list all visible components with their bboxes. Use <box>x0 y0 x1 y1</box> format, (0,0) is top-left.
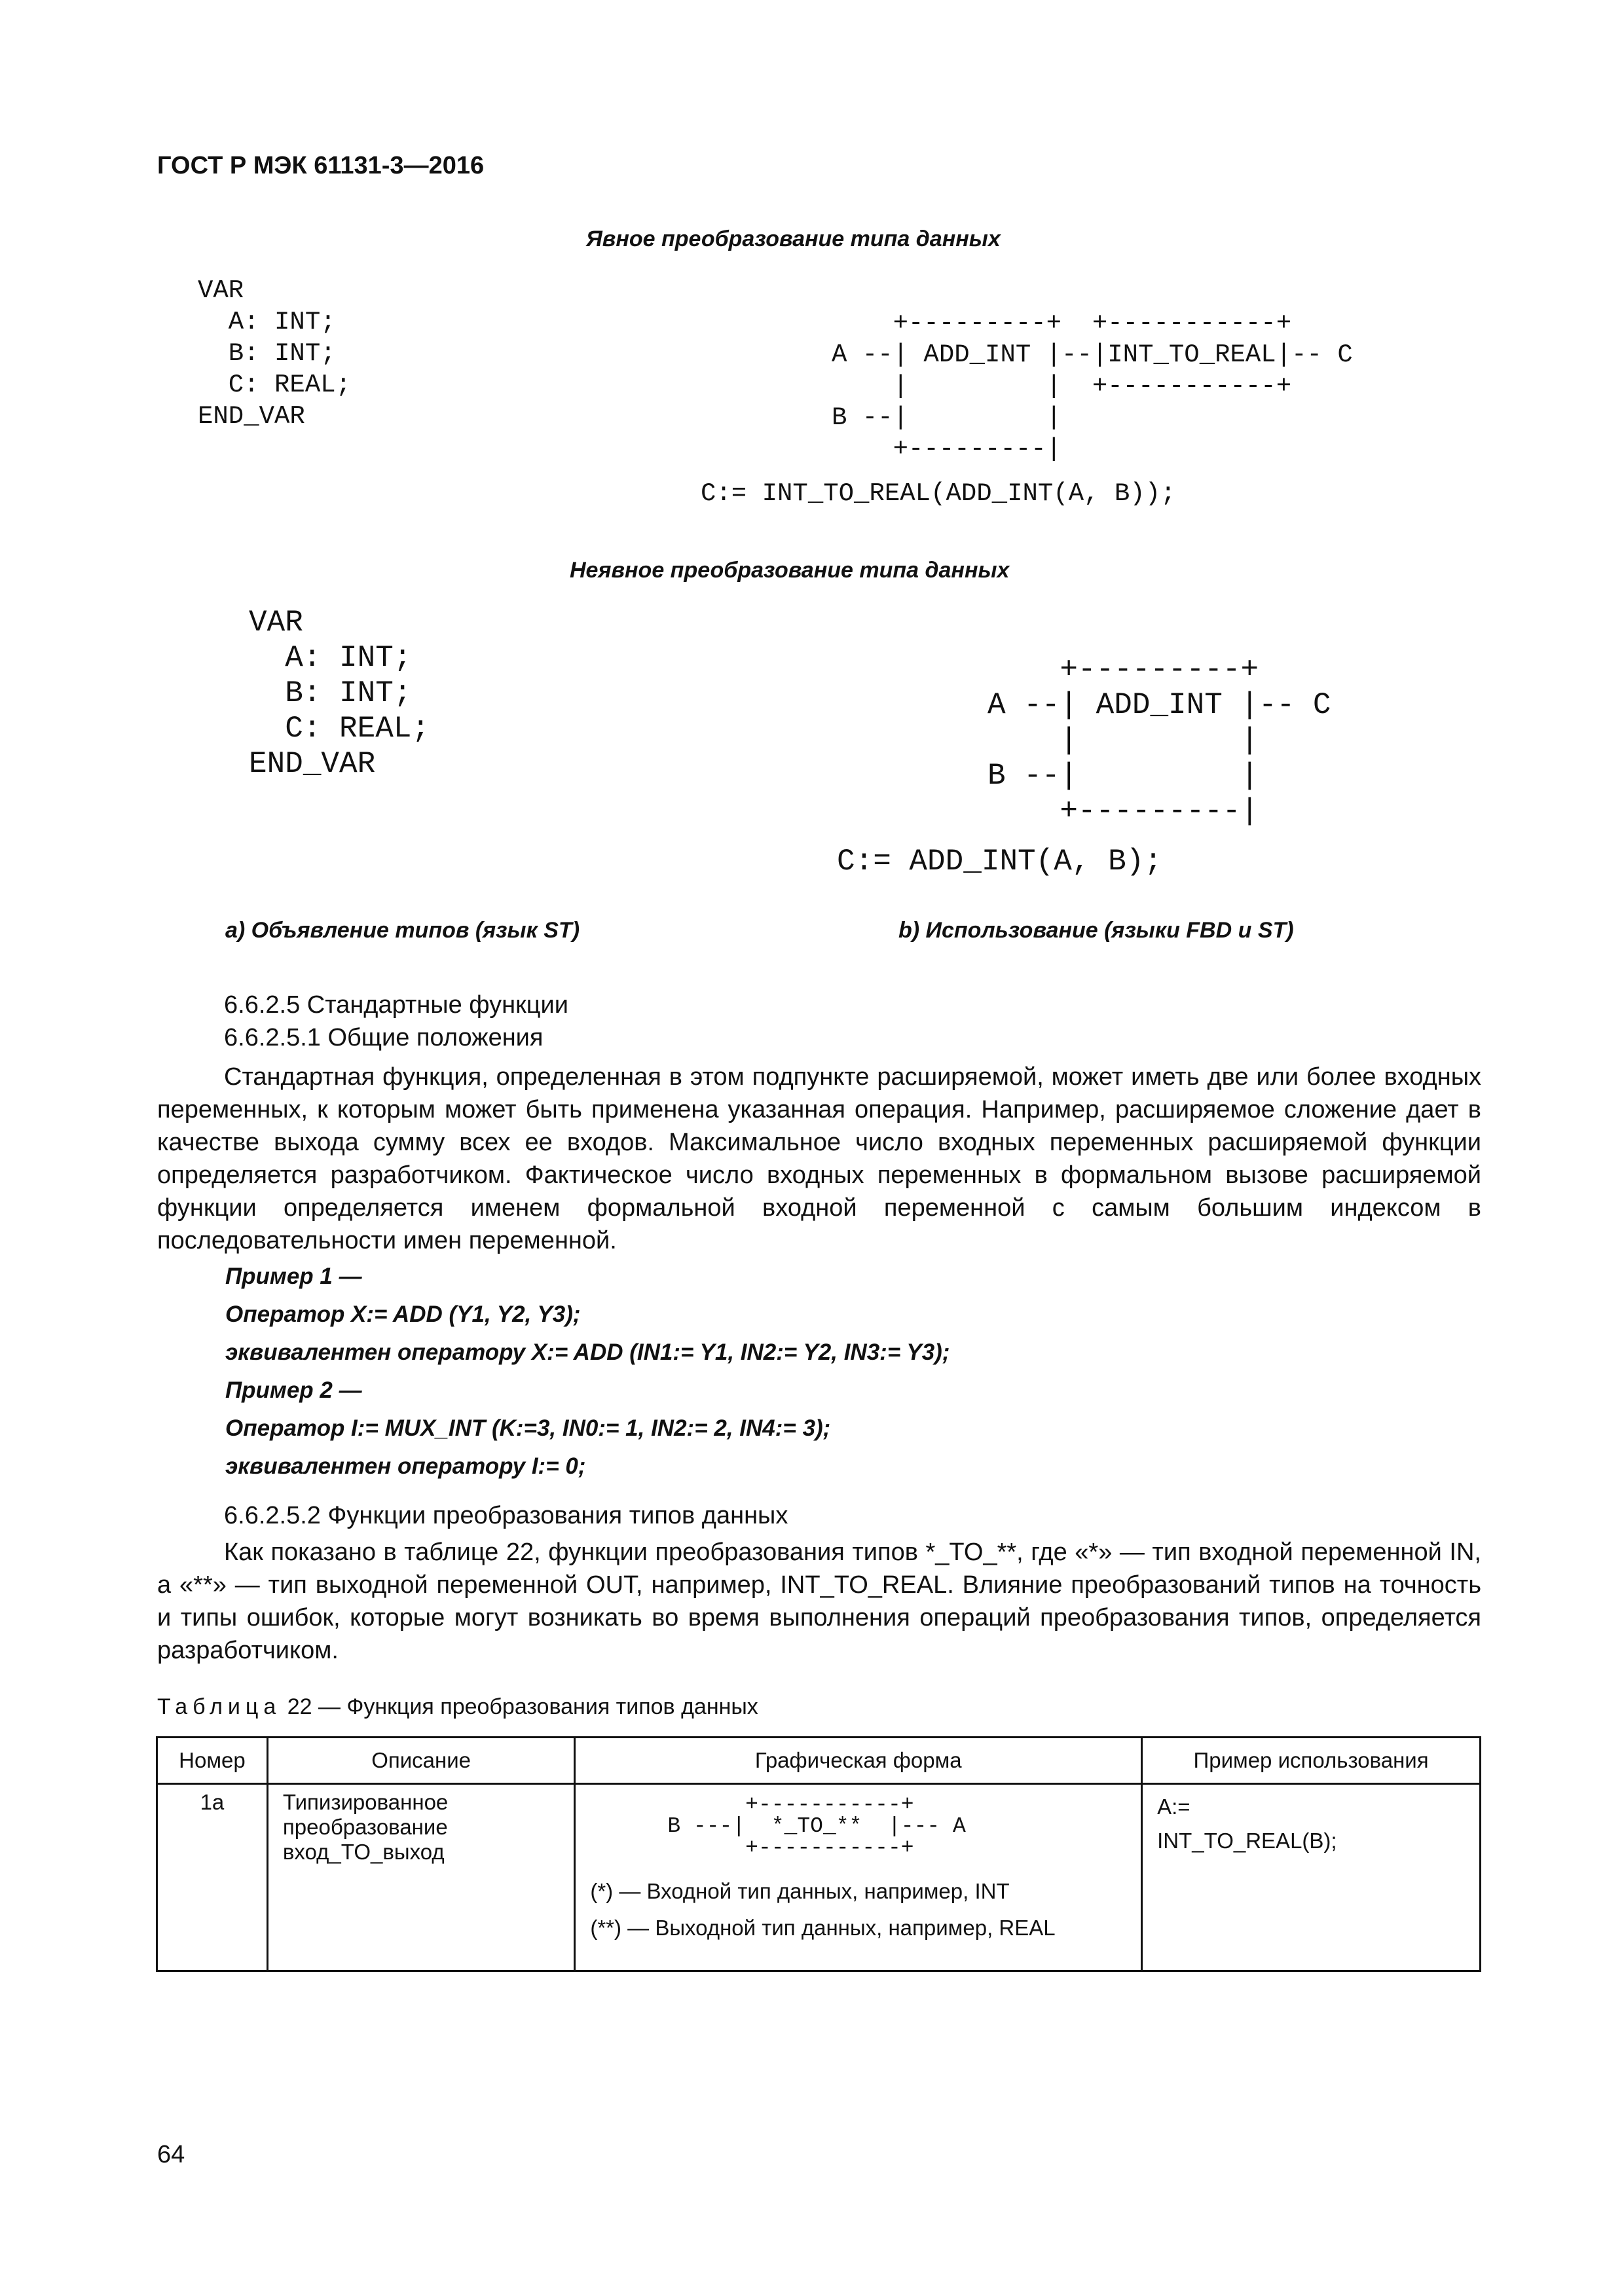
output-type-note: (**) — Выходной тип данных, например, REAL <box>590 1916 1056 1940</box>
table-row <box>157 1784 1481 1971</box>
example-line: эквивалентен оператору I:= 0; <box>225 1453 586 1479</box>
paragraph-general: Стандартная функция, определенная в этом подпункте расширяемой, может иметь две или более входных переменных, к которым может быть применена указанная операция. Например, расширяемое сложение дает в качестве выхода сумму всех ее входов. Максимальное число входных переменных расширяемой функции определяется разработчиком. Фактическое число входных переменных в формальном вызове расширяемой функции определяется именем формальной входной переменной с самым большим индексом в последовательности имен переменной. <box>157 1063 1481 1254</box>
figure-caption-b: b) Использование (языки FBD и ST) <box>898 918 1294 943</box>
table-cell-example: A:= INT_TO_REAL(B); <box>1142 1784 1481 1971</box>
table-cell-description: Типизированное преобразование вход_TO_выход <box>267 1784 574 1971</box>
explicit-st-code: C:= INT_TO_REAL(ADD_INT(A, B)); <box>701 479 1176 508</box>
table-caption-text: 22 — Функция преобразования типов данных <box>281 1694 758 1719</box>
example-line: Оператор I:= MUX_INT (K:=3, IN0:= 1, IN2:= 2, IN4:= 3); <box>225 1415 831 1441</box>
example-line: эквивалентен оператору X:= ADD (IN1:= Y1, IN2:= Y2, IN3:= Y3); <box>225 1339 950 1365</box>
page-number: 64 <box>157 2141 185 2168</box>
table-header-cell: Графическая форма <box>575 1738 1142 1784</box>
explicit-declaration-code: VAR A: INT; B: INT; C: REAL; END_VAR <box>198 276 352 431</box>
conversion-block-diagram: +-----------+ B ---| *_TO_** |--- A +-----------+ <box>667 1793 966 1860</box>
implicit-conversion-title: Неявное преобразование типа данных <box>570 558 1010 583</box>
example-line: Пример 1 — <box>225 1264 362 1289</box>
implicit-fbd-diagram: +---------+ A --| ADD_INT |-- C | | B --| | +---------| <box>987 653 1331 828</box>
implicit-st-code: C:= ADD_INT(A, B); <box>837 845 1162 879</box>
explicit-fbd-diagram: +---------+ +-----------+ A --| ADD_INT |--|INT_TO_REAL|-- C | | +-----------+ B --| | +---------| <box>832 309 1353 464</box>
table-header-cell: Пример использования <box>1142 1738 1481 1784</box>
table-header-row <box>157 1738 1481 1784</box>
example-line: Пример 2 — <box>225 1377 362 1403</box>
figure-caption-a: а) Объявление типов (язык ST) <box>225 918 580 943</box>
subsection-heading: 6.6.2.5.2 Функции преобразования типов данных <box>224 1502 788 1529</box>
subsection-heading: 6.6.2.5.1 Общие положения <box>224 1024 544 1051</box>
example-line: Оператор X:= ADD (Y1, Y2, Y3); <box>225 1302 581 1327</box>
table-header-cell: Описание <box>267 1738 574 1784</box>
table-caption <box>157 1694 758 1720</box>
section-heading: 6.6.2.5 Стандартные функции <box>224 991 568 1019</box>
table-header-cell: Номер <box>157 1738 268 1784</box>
table-cell-graphic <box>575 1784 1142 1971</box>
conversion-table <box>156 1736 1481 1972</box>
paragraph-conversion: Как показано в таблице 22, функции преобразования типов *_TO_**, где «*» — тип входной переменной IN, а «**» — тип выходной переменной OUT, например, INT_TO_REAL. Влияние преобразований типов на точность и типы ошибок, которые могут возникать во время выполнения операций преобразования типов, определяется разработчиком. <box>157 1539 1481 1664</box>
table-caption-prefix: Таблица <box>157 1694 282 1719</box>
explicit-conversion-title: Явное преобразование типа данных <box>586 227 1001 251</box>
document-header: ГОСТ Р МЭК 61131-3—2016 <box>157 152 485 179</box>
implicit-declaration-code: VAR A: INT; B: INT; C: REAL; END_VAR <box>249 606 430 781</box>
table-cell-number: 1a <box>157 1784 268 1971</box>
input-type-note: (*) — Входной тип данных, например, INT <box>590 1879 1010 1903</box>
